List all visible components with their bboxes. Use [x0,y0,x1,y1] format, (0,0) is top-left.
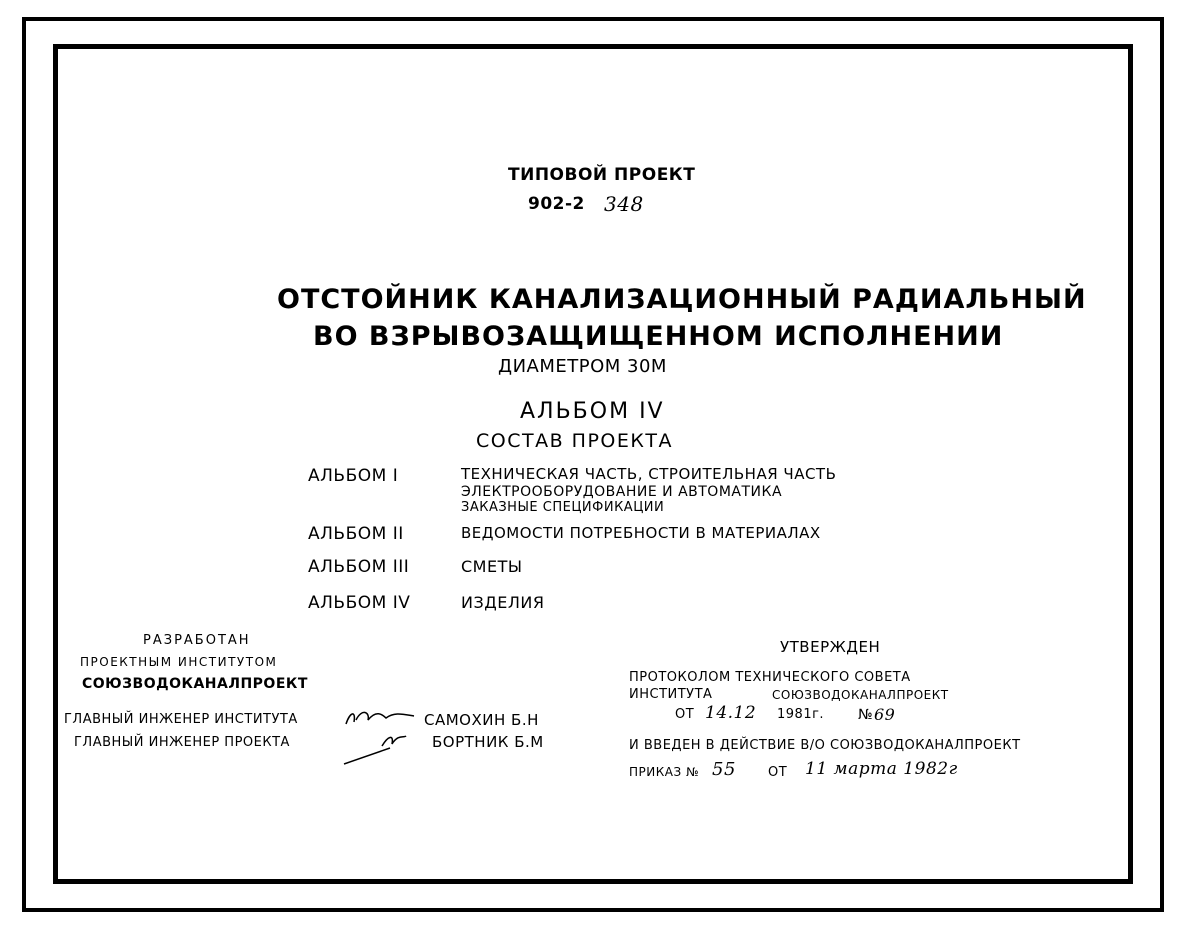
order-label: ПРИКАЗ № [629,765,699,779]
album-1-line-1: ТЕХНИЧЕСКАЯ ЧАСТЬ, СТРОИТЕЛЬНАЯ ЧАСТЬ [461,465,837,483]
order-from-label: ОТ [768,765,788,780]
project-number-prefix: 902-2 [528,194,585,214]
approved-label: УТВЕРЖДЕН [780,638,881,656]
album-1-line-3: ЗАКАЗНЫЕ СПЕЦИФИКАЦИИ [461,500,665,515]
title-line-1: ОТСТОЙНИК КАНАЛИЗАЦИОННЫЙ РАДИАЛЬНЫЙ [277,284,1087,315]
order-number: 55 [712,759,736,780]
chief-project-role: ГЛАВНЫЙ ИНЖЕНЕР ПРОЕКТА [74,735,290,750]
approved-num-label: № [858,707,874,723]
chief-project-name: БОРТНИК Б.М [432,733,544,751]
approved-line-1: ПРОТОКОЛОМ ТЕХНИЧЕСКОГО СОВЕТА [629,670,911,685]
approved-from-label: ОТ [675,707,695,722]
title-line-2: ВО ВЗРЫВОЗАЩИЩЕННОМ ИСПОЛНЕНИИ [313,321,1004,352]
composition-label: СОСТАВ ПРОЕКТА [476,430,673,452]
album-label: АЛЬБОМ IV [520,399,665,424]
approved-num: 69 [874,705,896,724]
chief-institute-role: ГЛАВНЫЙ ИНЖЕНЕР ИНСТИТУТА [64,712,298,727]
project-number-suffix: 348 [604,192,644,216]
album-4-name: АЛЬБОМ IV [308,593,411,613]
project-type-label: ТИПОВОЙ ПРОЕКТ [508,165,696,185]
album-2-name: АЛЬБОМ II [308,524,404,544]
album-1-line-2: ЭЛЕКТРООБОРУДОВАНИЕ И АВТОМАТИКА [461,484,783,500]
signature-graphic [342,702,428,768]
album-4-line-1: ИЗДЕЛИЯ [461,593,545,612]
album-1-name: АЛЬБОМ I [308,466,399,486]
developed-label: РАЗРАБОТАН [143,633,251,648]
approved-line-2-a: ИНСТИТУТА [629,687,713,702]
introduced-line: И ВВЕДЕН В ДЕЙСТВИЕ В/О СОЮЗВОДОКАНАЛПРОЕКТ [629,738,1021,753]
developed-institute: СОЮЗВОДОКАНАЛПРОЕКТ [82,676,308,692]
approved-year: 1981г. [777,707,825,722]
approved-line-2-b: СОЮЗВОДОКАНАЛПРОЕКТ [772,688,949,702]
chief-institute-name: САМОХИН Б.Н [424,711,539,729]
album-3-line-1: СМЕТЫ [461,557,523,576]
album-3-name: АЛЬБОМ III [308,557,410,577]
approved-date: 14.12 [705,703,757,723]
order-date: 11 марта 1982г [805,759,958,779]
title-line-3: ДИАМЕТРОМ 30М [498,356,667,377]
album-2-line-1: ВЕДОМОСТИ ПОТРЕБНОСТИ В МАТЕРИАЛАХ [461,524,821,542]
developed-by-line: ПРОЕКТНЫМ ИНСТИТУТОМ [80,655,278,669]
